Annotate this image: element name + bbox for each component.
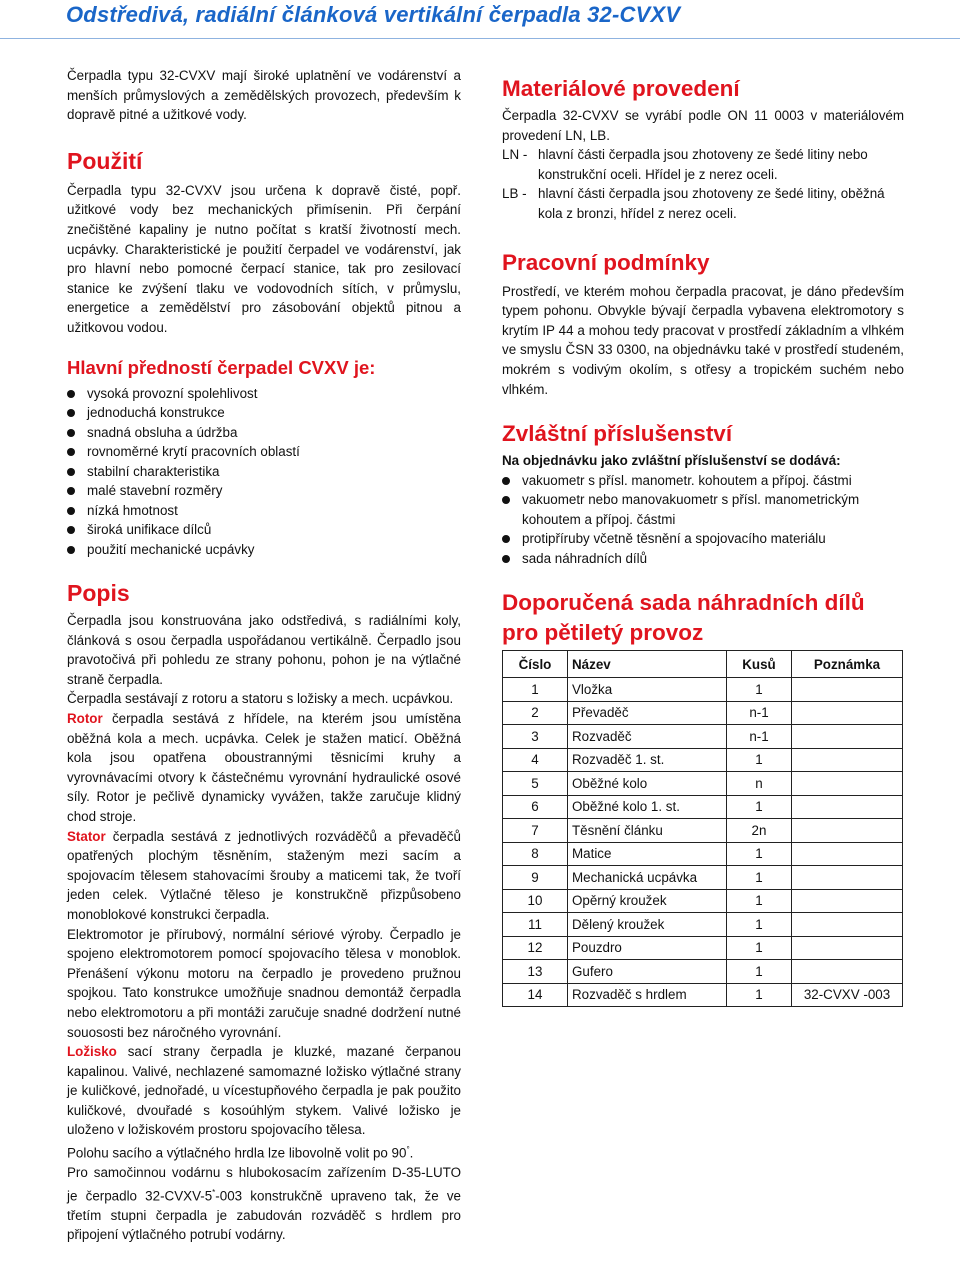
table-row [503, 889, 903, 913]
table-cell: Oběžné kolo 1. st. [568, 795, 727, 819]
list-item [67, 540, 461, 560]
table-cell: 1 [727, 889, 792, 913]
table-cell: Rozvaděč s hrdlem [568, 983, 727, 1007]
table-cell: 1 [727, 748, 792, 772]
podminky-paragraph: Prostředí, ve kterém mohou čerpadla pracovat, je dáno především typem pohonu. Obvykle bývají čerpadla vybavena elektromotory s krytím IP 44 a mohou tedy pracovat v prostředí základním a vlhkém ve smyslu ČSN 33 0300, na objednávku také v prostředí studeném, mokrém s vodivým okolím, s otřesy a tropickém suchém nebo vlhkém. [502, 283, 904, 397]
bullet-icon [502, 535, 510, 543]
table-cell: n [727, 772, 792, 796]
table-cell: Dělený kroužek [568, 913, 727, 937]
prislusenstvi-lead: Na objednávku jako zvláštní příslušenství se dodává: [502, 453, 841, 469]
material-definitions [502, 145, 904, 223]
table-row [503, 678, 903, 702]
list-item-text: vakuometr s přísl. manometr. kohoutem a přípoj. částmi [522, 472, 852, 488]
left-column [67, 66, 461, 1245]
list-item [502, 529, 904, 549]
table-cell [792, 701, 903, 725]
table-cell: n-1 [727, 701, 792, 725]
list-item-text: rovnoměrné krytí pracovních oblastí [87, 444, 300, 460]
table-cell [792, 936, 903, 960]
samocinne-text-2: -003 konstrukčně upraveno tak, že ve třetím stupni čerpadla je zabudován rozváděč s hrdlem pro připojení výtlačného potrubí vodárny. [67, 1188, 461, 1243]
list-item [67, 384, 461, 404]
table-cell: 1 [727, 936, 792, 960]
list-item-text: stabilní charakteristika [87, 463, 220, 479]
stator-text: čerpadla sestává z jednotlivých rozváděčů a převaděčů opatřených plochým těsněním, staženým mezi sacím a spojovacím tělesem stahovacími šrouby a maticemi tak, že tvoří jeden celek. Výtlačné těleso je konstrukčně přizpůsobeno monoblokové konstrukci čerpadla. [67, 828, 461, 922]
list-item [67, 520, 461, 540]
polohu-degree: ° [406, 1145, 410, 1155]
samocinne-sup: * [212, 1187, 216, 1197]
bullet-icon [67, 546, 75, 554]
table-cell: 10 [503, 889, 568, 913]
table-cell: 1 [727, 842, 792, 866]
table-row [503, 936, 903, 960]
polohu-text: Polohu sacího a výtlačného hrdla lze libovolně volit po 90 [67, 1145, 407, 1161]
table-cell: 1 [727, 795, 792, 819]
table-cell [792, 889, 903, 913]
list-item-text: široká unifikace dílců [87, 522, 212, 538]
right-column [502, 74, 904, 648]
table-cell: 12 [503, 936, 568, 960]
bullet-icon [67, 526, 75, 534]
list-item-text: jednoduchá konstrukce [87, 405, 225, 421]
list-item-text: snadná obsluha a údržba [87, 424, 238, 440]
table-cell: 6 [503, 795, 568, 819]
prislusenstvi-list [502, 471, 904, 569]
list-item-text: nízká hmotnost [87, 502, 178, 518]
table-row [503, 701, 903, 725]
table-cell [792, 819, 903, 843]
table-cell: 2 [503, 701, 568, 725]
table-cell [792, 795, 903, 819]
table-cell: 8 [503, 842, 568, 866]
table-cell: 1 [727, 983, 792, 1007]
elektromotor-paragraph: Elektromotor je přírubový, normální sériové výroby. Čerpadlo je spojeno elektromotorem pomocí spojovacího tělesa v monoblok. Přenášení výkonu motoru na čerpadlo je provedeno pružnou spojkou. Tato konstrukce umožňuje snadnou demontáž čerpadla nebo elektromotoru a při montáži zaručuje snadné dodržení nutné souososti bez náročného vyrovnání. [67, 926, 461, 1040]
table-cell: 1 [503, 678, 568, 702]
bullet-icon [502, 496, 510, 504]
lozisko-text: sací strany čerpadla je kluzké, mazané čerpanou kapalinou. Valivé, nechlazené samomazné ložisko výtlačné strany je kuličkové, jednořadé, u vícestupňového čerpadla je pak použito kuličkové, dvouřadé s kosoúhlým stykem. Valivé ložisko je uloženo v ložiskovém prostoru spojovacího tělesa. [67, 1044, 461, 1138]
definition-key: LB - [502, 186, 527, 202]
table-cell [792, 678, 903, 702]
bullet-icon [502, 555, 510, 563]
popis-paragraph-2: Čerpadla sestávají z rotoru a statoru s ložisky a mech. ucpávkou. [67, 691, 454, 707]
table-cell [792, 866, 903, 890]
heading-podminky: Pracovní podmínky [502, 249, 710, 275]
bullet-icon [67, 448, 75, 456]
intro-paragraph: Čerpadla typu 32-CVXV mají široké uplatnění ve vodárenství a menších průmyslových a zemědělských provozech, především k dopravě pitné a užitkové vody. [67, 68, 461, 123]
table-cell: 3 [503, 725, 568, 749]
list-item-text: malé stavební rozměry [87, 483, 223, 499]
table-cell: 1 [727, 678, 792, 702]
bullet-icon [67, 487, 75, 495]
table-row [503, 866, 903, 890]
table-cell: n-1 [727, 725, 792, 749]
rotor-keyword: Rotor [67, 711, 103, 726]
table-cell: Rozvaděč 1. st. [568, 748, 727, 772]
bullet-icon [67, 390, 75, 398]
table-cell [792, 842, 903, 866]
table-cell: 1 [727, 913, 792, 937]
bullet-icon [67, 507, 75, 515]
list-item [502, 471, 904, 491]
table-cell: Vložka [568, 678, 727, 702]
list-item [502, 490, 904, 529]
title-divider [0, 38, 960, 39]
table-cell: 13 [503, 960, 568, 984]
bullet-icon [67, 468, 75, 476]
heading-prislusenstvi: Zvláštní příslušenství [502, 421, 733, 447]
table-cell: Rozvaděč [568, 725, 727, 749]
list-item [67, 481, 461, 501]
table-row [503, 819, 903, 843]
table-cell: Mechanická ucpávka [568, 866, 727, 890]
rotor-paragraph [67, 709, 461, 827]
rotor-text: čerpadla sestává z hřídele, na kterém jsou umístěna oběžná kola a mech. ucpávka. Celek je stažen maticí. Oběžná kola jsou opatřena oboustrannými těsnicími kruhy a vyrovnávacími otvory k částečnému vyrovnání hydraulické osové síly. Rotor je pečlivě dynamicky vyvážen, takže zaručuje klidný chod stroje. [67, 711, 461, 824]
list-item-text: vysoká provozní spolehlivost [87, 385, 258, 401]
table-cell: 1 [727, 960, 792, 984]
table-cell [792, 913, 903, 937]
polohu-end: . [409, 1145, 414, 1161]
table-cell: 11 [503, 913, 568, 937]
table-cell: 4 [503, 748, 568, 772]
table-cell: 5 [503, 772, 568, 796]
definition-value: hlavní části čerpadla jsou zhotoveny ze šedé litiny, oběžná kola z bronzi, hřídel z nerez oceli. [538, 186, 885, 221]
header-kusu: Kusů [727, 651, 792, 678]
bullet-icon [67, 409, 75, 417]
samocinne-paragraph [67, 1163, 461, 1245]
table-row [503, 842, 903, 866]
material-definition [502, 184, 904, 223]
table-cell: Opěrný kroužek [568, 889, 727, 913]
prednosti-list [67, 384, 461, 560]
table-cell: 2n [727, 819, 792, 843]
list-item [67, 501, 461, 521]
list-item [67, 403, 461, 423]
table-cell: 9 [503, 866, 568, 890]
stator-keyword: Stator [67, 828, 106, 844]
lozisko-paragraph [67, 1042, 461, 1140]
material-paragraph: Čerpadla 32-CVXV se vyrábí podle ON 11 0003 v materiálovém provedení LN, LB. [502, 108, 904, 143]
table-cell [792, 960, 903, 984]
table-row [503, 772, 903, 796]
table-cell: Převaděč [568, 701, 727, 725]
page-title: Odstředivá, radiální článková vertikální čerpadla 32-CVXV [66, 2, 681, 27]
list-item [67, 423, 461, 443]
table-row [503, 983, 903, 1007]
table-cell [792, 772, 903, 796]
table-row [503, 748, 903, 772]
parts-table [502, 650, 903, 1007]
heading-prednosti: Hlavní předností čerpadel CVXV je: [67, 356, 376, 378]
list-item-text: protipříruby včetně těsnění a spojovacího materiálu [522, 531, 826, 547]
table-cell: Pouzdro [568, 936, 727, 960]
table-cell [792, 748, 903, 772]
popis-paragraph-1: Čerpadla jsou konstruována jako odstředivá, s radiálními koly, článková s osou čerpadla uspořádanou vertikálně. Čerpadlo jsou pravotočivá při pohledu ze strany pohonu, pohon je na výtlačné straně čerpadla. [67, 613, 461, 687]
polohu-paragraph [67, 1140, 461, 1163]
list-item [502, 549, 904, 569]
table-cell: 1 [727, 866, 792, 890]
table-row [503, 913, 903, 937]
table-cell [792, 725, 903, 749]
list-item [67, 462, 461, 482]
table-cell: 32-CVXV -003 [792, 983, 903, 1007]
lozisko-keyword: Ložisko [67, 1044, 117, 1060]
bullet-icon [67, 429, 75, 437]
list-item-text: použití mechanické ucpávky [87, 541, 255, 557]
table-row [503, 960, 903, 984]
heading-pouziti: Použití [67, 147, 143, 174]
header-cislo: Číslo [503, 651, 568, 678]
list-item-text: vakuometr nebo manovakuometr s přísl. manometrickým kohoutem a přípoj. částmi [522, 492, 860, 527]
table-cell: 7 [503, 819, 568, 843]
heading-popis: Popis [67, 580, 130, 607]
table-row [503, 795, 903, 819]
heading-sada: Doporučená sada náhradních dílů pro pětiletý provoz [502, 590, 865, 646]
samocinne-text-1: Pro samočinnou vodárnu s hlubokosacím zařízením D-35-LUTO je čerpadlo 32-CVXV-5 [67, 1165, 461, 1204]
pouziti-paragraph: Čerpadla typu 32-CVXV jsou určena k dopravě čisté, popř. užitkové vody bez mechanických přimísenin. Při čerpání znečištěné kapaliny je nutno počítat s kratší životností mech. ucpávky. Charakteristické je použití čerpadel ve vodárenství, jak pro hlavní nebo pomocné čerpací stanice, tak pro zesilovací stanice ke zvýšení tlaku ve vodovodních sítích, v průmyslu, energetice a zemědělství pro zásobování objektů pitnou a užitkovou vodou. [67, 182, 461, 335]
table-cell: 14 [503, 983, 568, 1007]
definition-value: hlavní části čerpadla jsou zhotoveny ze šedé litiny nebo konstrukční oceli. Hřídel je z nerez oceli. [538, 147, 868, 182]
stator-paragraph [67, 827, 461, 925]
heading-material: Materiálové provedení [502, 76, 740, 101]
table-row [503, 725, 903, 749]
table-cell: Těsnění článku [568, 819, 727, 843]
header-nazev: Název [568, 651, 727, 678]
parts-table-body [503, 678, 903, 1007]
list-item [67, 442, 461, 462]
table-cell: Oběžné kolo [568, 772, 727, 796]
table-cell: Gufero [568, 960, 727, 984]
material-definition [502, 145, 904, 184]
header-poznamka: Poznámka [792, 651, 903, 678]
bullet-icon [502, 477, 510, 485]
table-header-row [503, 651, 903, 678]
definition-key: LN - [502, 147, 528, 163]
table-cell: Matice [568, 842, 727, 866]
list-item-text: sada náhradních dílů [522, 550, 648, 566]
